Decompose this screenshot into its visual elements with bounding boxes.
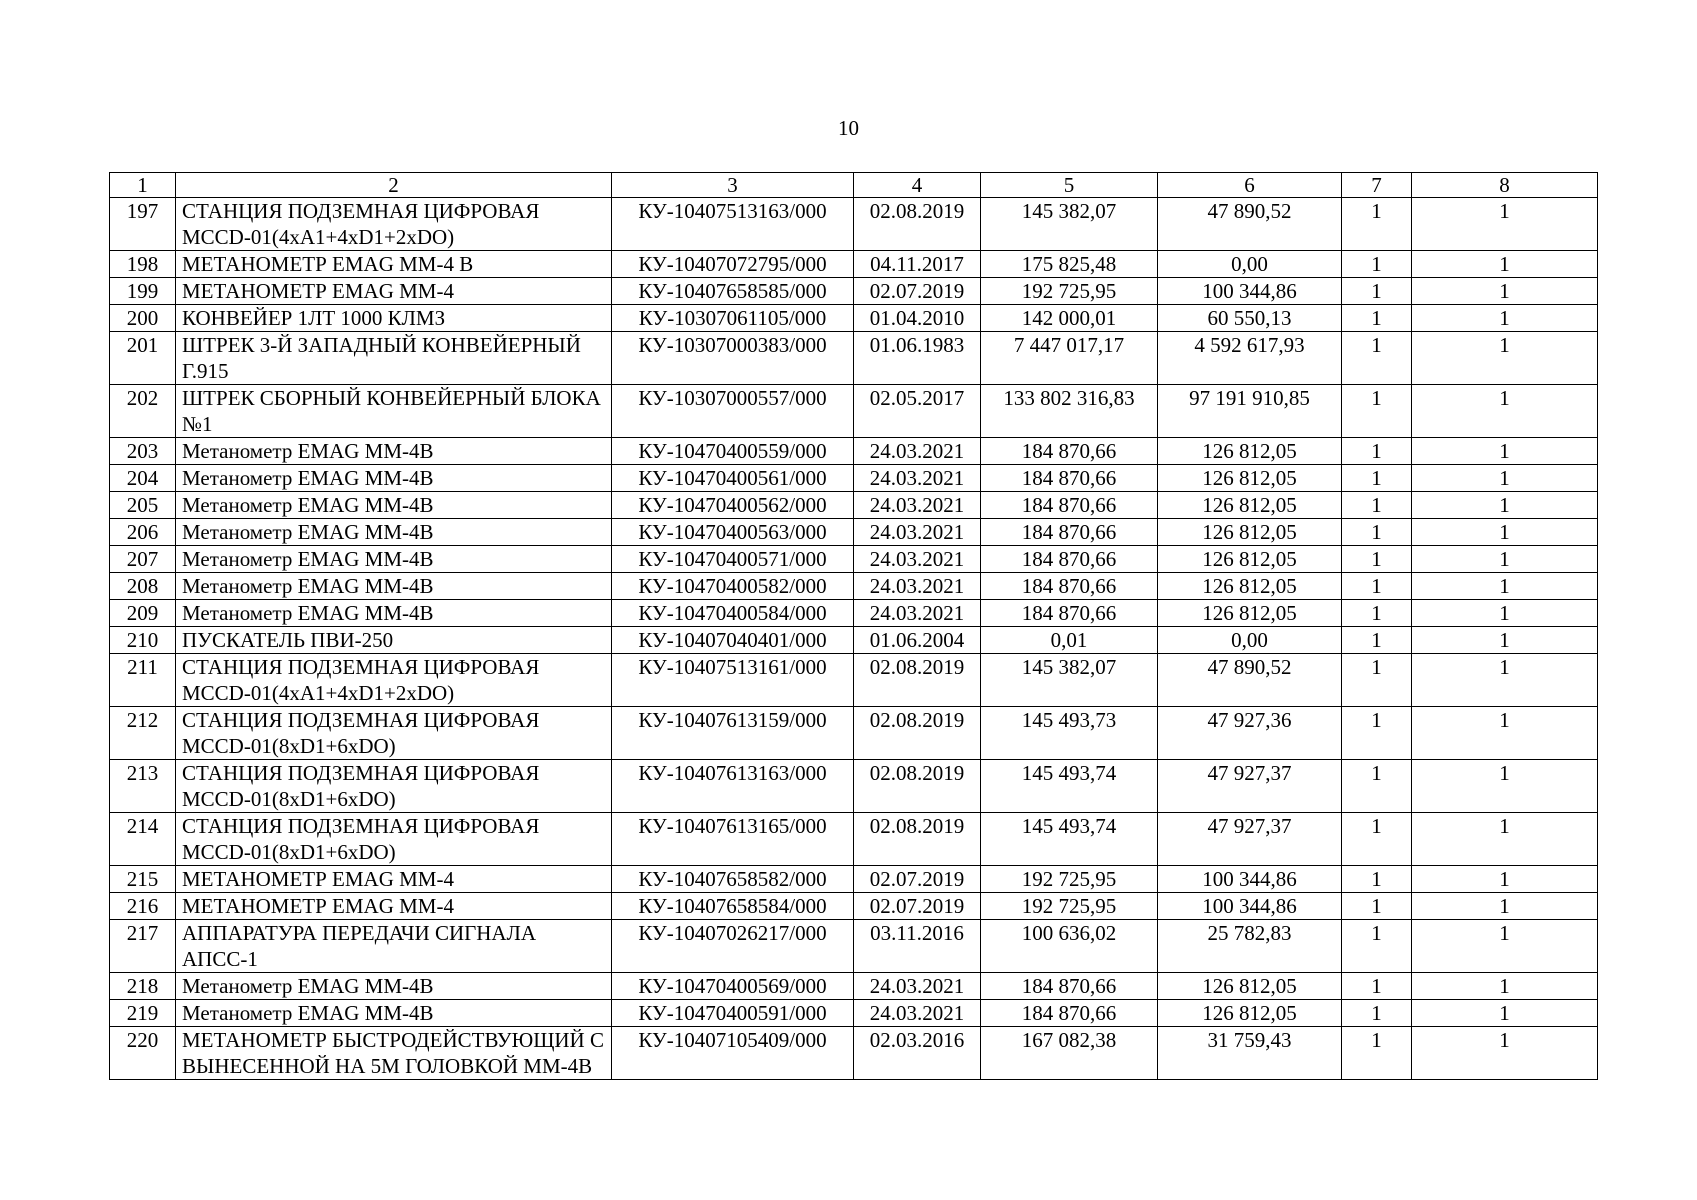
- quantity-cell-2: 1: [1412, 278, 1598, 305]
- row-number-cell: 220: [110, 1027, 176, 1080]
- inventory-number-cell: КУ-10407658585/000: [612, 278, 854, 305]
- table-row: [110, 546, 1598, 573]
- date-cell: 02.08.2019: [854, 707, 981, 760]
- inventory-number-cell: КУ-10407658584/000: [612, 893, 854, 920]
- residual-value-cell: 4 592 617,93: [1158, 332, 1342, 385]
- inventory-number-cell: КУ-10470400559/000: [612, 438, 854, 465]
- residual-value-cell: 60 550,13: [1158, 305, 1342, 332]
- table-row: [110, 707, 1598, 760]
- residual-value-cell: 126 812,05: [1158, 573, 1342, 600]
- quantity-cell: 1: [1342, 893, 1412, 920]
- quantity-cell: 1: [1342, 813, 1412, 866]
- quantity-cell: 1: [1342, 1000, 1412, 1027]
- inventory-number-cell: КУ-10307000557/000: [612, 385, 854, 438]
- inventory-number-cell: КУ-10470400582/000: [612, 573, 854, 600]
- table-row: [110, 1027, 1598, 1080]
- item-name-cell: МЕТАНОМЕТР EMAG MM-4: [176, 278, 612, 305]
- inventory-number-cell: КУ-10407613165/000: [612, 813, 854, 866]
- inventory-number-cell: КУ-10307000383/000: [612, 332, 854, 385]
- inventory-number-cell: КУ-10307061105/000: [612, 305, 854, 332]
- table-row: [110, 385, 1598, 438]
- row-number-cell: 212: [110, 707, 176, 760]
- initial-cost-cell: 184 870,66: [981, 465, 1158, 492]
- initial-cost-cell: 175 825,48: [981, 251, 1158, 278]
- quantity-cell-2: 1: [1412, 627, 1598, 654]
- row-number-cell: 208: [110, 573, 176, 600]
- quantity-cell-2: 1: [1412, 492, 1598, 519]
- item-name-cell: Метанометр EMAG MM-4B: [176, 573, 612, 600]
- date-cell: 24.03.2021: [854, 600, 981, 627]
- inventory-number-cell: КУ-10470400571/000: [612, 546, 854, 573]
- date-cell: 24.03.2021: [854, 465, 981, 492]
- page-number: 10: [838, 116, 859, 140]
- inventory-number-cell: КУ-10470400584/000: [612, 600, 854, 627]
- quantity-cell: 1: [1342, 305, 1412, 332]
- residual-value-cell: 126 812,05: [1158, 1000, 1342, 1027]
- quantity-cell: 1: [1342, 492, 1412, 519]
- row-number-cell: 203: [110, 438, 176, 465]
- quantity-cell-2: 1: [1412, 707, 1598, 760]
- initial-cost-cell: 145 382,07: [981, 654, 1158, 707]
- quantity-cell-2: 1: [1412, 251, 1598, 278]
- item-name-cell: МЕТАНОМЕТР EMAG MM-4: [176, 893, 612, 920]
- initial-cost-cell: 145 493,74: [981, 813, 1158, 866]
- table-row: [110, 627, 1598, 654]
- inventory-number-cell: КУ-10407026217/000: [612, 920, 854, 973]
- row-number-cell: 207: [110, 546, 176, 573]
- quantity-cell-2: 1: [1412, 866, 1598, 893]
- quantity-cell: 1: [1342, 1027, 1412, 1080]
- row-number-cell: 197: [110, 198, 176, 251]
- item-name-cell: Метанометр EMAG MM-4B: [176, 1000, 612, 1027]
- initial-cost-cell: 184 870,66: [981, 973, 1158, 1000]
- row-number-cell: 213: [110, 760, 176, 813]
- row-number-cell: 216: [110, 893, 176, 920]
- quantity-cell-2: 1: [1412, 546, 1598, 573]
- table-row: [110, 600, 1598, 627]
- residual-value-cell: 126 812,05: [1158, 492, 1342, 519]
- quantity-cell: 1: [1342, 654, 1412, 707]
- quantity-cell: 1: [1342, 707, 1412, 760]
- residual-value-cell: 126 812,05: [1158, 973, 1342, 1000]
- quantity-cell-2: 1: [1412, 920, 1598, 973]
- quantity-cell-2: 1: [1412, 385, 1598, 438]
- quantity-cell: 1: [1342, 465, 1412, 492]
- header-cell: 7: [1342, 173, 1412, 198]
- residual-value-cell: 47 927,36: [1158, 707, 1342, 760]
- inventory-number-cell: КУ-10407513163/000: [612, 198, 854, 251]
- residual-value-cell: 25 782,83: [1158, 920, 1342, 973]
- date-cell: 24.03.2021: [854, 492, 981, 519]
- residual-value-cell: 47 927,37: [1158, 813, 1342, 866]
- initial-cost-cell: 167 082,38: [981, 1027, 1158, 1080]
- item-name-cell: МЕТАНОМЕТР EMAG MM-4 B: [176, 251, 612, 278]
- quantity-cell: 1: [1342, 546, 1412, 573]
- date-cell: 02.05.2017: [854, 385, 981, 438]
- inventory-number-cell: КУ-10470400569/000: [612, 973, 854, 1000]
- initial-cost-cell: 192 725,95: [981, 278, 1158, 305]
- quantity-cell-2: 1: [1412, 305, 1598, 332]
- table-row: [110, 760, 1598, 813]
- date-cell: 24.03.2021: [854, 519, 981, 546]
- quantity-cell-2: 1: [1412, 760, 1598, 813]
- residual-value-cell: 0,00: [1158, 627, 1342, 654]
- table-row: [110, 920, 1598, 973]
- date-cell: 24.03.2021: [854, 973, 981, 1000]
- residual-value-cell: 126 812,05: [1158, 465, 1342, 492]
- table-row: [110, 492, 1598, 519]
- row-number-cell: 202: [110, 385, 176, 438]
- row-number-cell: 217: [110, 920, 176, 973]
- date-cell: 02.07.2019: [854, 866, 981, 893]
- inventory-number-cell: КУ-10407040401/000: [612, 627, 854, 654]
- table-row: [110, 1000, 1598, 1027]
- date-cell: 02.08.2019: [854, 760, 981, 813]
- residual-value-cell: 47 927,37: [1158, 760, 1342, 813]
- residual-value-cell: 0,00: [1158, 251, 1342, 278]
- item-name-cell: СТАНЦИЯ ПОДЗЕМНАЯ ЦИФРОВАЯ MCCD-01(4xA1+4xD1+2xDO): [176, 654, 612, 707]
- initial-cost-cell: 184 870,66: [981, 438, 1158, 465]
- inventory-number-cell: КУ-10407105409/000: [612, 1027, 854, 1080]
- date-cell: 24.03.2021: [854, 573, 981, 600]
- date-cell: 02.08.2019: [854, 654, 981, 707]
- inventory-number-cell: КУ-10470400561/000: [612, 465, 854, 492]
- inventory-number-cell: КУ-10407513161/000: [612, 654, 854, 707]
- residual-value-cell: 126 812,05: [1158, 438, 1342, 465]
- quantity-cell: 1: [1342, 438, 1412, 465]
- table-row: [110, 813, 1598, 866]
- inventory-number-cell: КУ-10407613163/000: [612, 760, 854, 813]
- row-number-cell: 206: [110, 519, 176, 546]
- quantity-cell: 1: [1342, 278, 1412, 305]
- header-cell: 1: [110, 173, 176, 198]
- item-name-cell: Метанометр EMAG MM-4B: [176, 465, 612, 492]
- residual-value-cell: 47 890,52: [1158, 198, 1342, 251]
- table-row: [110, 332, 1598, 385]
- table-row: [110, 305, 1598, 332]
- row-number-cell: 210: [110, 627, 176, 654]
- residual-value-cell: 100 344,86: [1158, 893, 1342, 920]
- table-row: [110, 519, 1598, 546]
- date-cell: 02.08.2019: [854, 198, 981, 251]
- date-cell: 02.07.2019: [854, 278, 981, 305]
- quantity-cell-2: 1: [1412, 600, 1598, 627]
- table-row: [110, 573, 1598, 600]
- date-cell: 01.06.1983: [854, 332, 981, 385]
- table-row: [110, 438, 1598, 465]
- item-name-cell: АППАРАТУРА ПЕРЕДАЧИ СИГНАЛА АПСС-1: [176, 920, 612, 973]
- date-cell: 02.03.2016: [854, 1027, 981, 1080]
- header-cell: 4: [854, 173, 981, 198]
- header-row: [110, 173, 1598, 198]
- quantity-cell-2: 1: [1412, 1027, 1598, 1080]
- quantity-cell-2: 1: [1412, 332, 1598, 385]
- item-name-cell: СТАНЦИЯ ПОДЗЕМНАЯ ЦИФРОВАЯ MCCD-01(4xA1+4xD1+2xDO): [176, 198, 612, 251]
- header-cell: 6: [1158, 173, 1342, 198]
- header-cell: 5: [981, 173, 1158, 198]
- date-cell: 02.08.2019: [854, 813, 981, 866]
- initial-cost-cell: 184 870,66: [981, 1000, 1158, 1027]
- inventory-number-cell: КУ-10407613159/000: [612, 707, 854, 760]
- table-body: [110, 173, 1598, 1080]
- row-number-cell: 205: [110, 492, 176, 519]
- row-number-cell: 200: [110, 305, 176, 332]
- quantity-cell-2: 1: [1412, 813, 1598, 866]
- quantity-cell-2: 1: [1412, 654, 1598, 707]
- quantity-cell: 1: [1342, 760, 1412, 813]
- residual-value-cell: 126 812,05: [1158, 546, 1342, 573]
- initial-cost-cell: 100 636,02: [981, 920, 1158, 973]
- item-name-cell: МЕТАНОМЕТР БЫСТРОДЕЙСТВУЮЩИЙ С ВЫНЕСЕННОЙ НА 5М ГОЛОВКОЙ MM-4B: [176, 1027, 612, 1080]
- quantity-cell-2: 1: [1412, 198, 1598, 251]
- initial-cost-cell: 145 493,74: [981, 760, 1158, 813]
- table-row: [110, 251, 1598, 278]
- residual-value-cell: 126 812,05: [1158, 600, 1342, 627]
- date-cell: 02.07.2019: [854, 893, 981, 920]
- inventory-number-cell: КУ-10407072795/000: [612, 251, 854, 278]
- quantity-cell: 1: [1342, 627, 1412, 654]
- quantity-cell-2: 1: [1412, 1000, 1598, 1027]
- item-name-cell: ШТРЕК 3-Й ЗАПАДНЫЙ КОНВЕЙЕРНЫЙ Г.915: [176, 332, 612, 385]
- table-row: [110, 278, 1598, 305]
- quantity-cell: 1: [1342, 973, 1412, 1000]
- residual-value-cell: 31 759,43: [1158, 1027, 1342, 1080]
- date-cell: 24.03.2021: [854, 546, 981, 573]
- row-number-cell: 209: [110, 600, 176, 627]
- row-number-cell: 211: [110, 654, 176, 707]
- row-number-cell: 215: [110, 866, 176, 893]
- item-name-cell: Метанометр EMAG MM-4B: [176, 546, 612, 573]
- date-cell: 03.11.2016: [854, 920, 981, 973]
- initial-cost-cell: 145 493,73: [981, 707, 1158, 760]
- item-name-cell: Метанометр EMAG MM-4B: [176, 973, 612, 1000]
- inventory-number-cell: КУ-10470400591/000: [612, 1000, 854, 1027]
- initial-cost-cell: 0,01: [981, 627, 1158, 654]
- initial-cost-cell: 184 870,66: [981, 546, 1158, 573]
- residual-value-cell: 47 890,52: [1158, 654, 1342, 707]
- initial-cost-cell: 184 870,66: [981, 519, 1158, 546]
- quantity-cell-2: 1: [1412, 973, 1598, 1000]
- quantity-cell-2: 1: [1412, 465, 1598, 492]
- quantity-cell-2: 1: [1412, 438, 1598, 465]
- row-number-cell: 219: [110, 1000, 176, 1027]
- header-cell: 8: [1412, 173, 1598, 198]
- quantity-cell: 1: [1342, 866, 1412, 893]
- date-cell: 01.04.2010: [854, 305, 981, 332]
- quantity-cell: 1: [1342, 332, 1412, 385]
- residual-value-cell: 126 812,05: [1158, 519, 1342, 546]
- inventory-number-cell: КУ-10470400562/000: [612, 492, 854, 519]
- asset-table: [109, 172, 1598, 1080]
- row-number-cell: 204: [110, 465, 176, 492]
- item-name-cell: КОНВЕЙЕР 1ЛТ 1000 КЛМЗ: [176, 305, 612, 332]
- item-name-cell: СТАНЦИЯ ПОДЗЕМНАЯ ЦИФРОВАЯ MCCD-01(8xD1+6xDO): [176, 707, 612, 760]
- initial-cost-cell: 145 382,07: [981, 198, 1158, 251]
- table-row: [110, 465, 1598, 492]
- table-row: [110, 198, 1598, 251]
- row-number-cell: 198: [110, 251, 176, 278]
- item-name-cell: ШТРЕК СБОРНЫЙ КОНВЕЙЕРНЫЙ БЛОКА №1: [176, 385, 612, 438]
- quantity-cell: 1: [1342, 198, 1412, 251]
- residual-value-cell: 97 191 910,85: [1158, 385, 1342, 438]
- residual-value-cell: 100 344,86: [1158, 278, 1342, 305]
- quantity-cell-2: 1: [1412, 519, 1598, 546]
- row-number-cell: 218: [110, 973, 176, 1000]
- quantity-cell: 1: [1342, 251, 1412, 278]
- item-name-cell: ПУСКАТЕЛЬ ПВИ-250: [176, 627, 612, 654]
- table-row: [110, 893, 1598, 920]
- item-name-cell: Метанометр EMAG MM-4B: [176, 519, 612, 546]
- date-cell: 24.03.2021: [854, 1000, 981, 1027]
- initial-cost-cell: 133 802 316,83: [981, 385, 1158, 438]
- item-name-cell: МЕТАНОМЕТР EMAG MM-4: [176, 866, 612, 893]
- inventory-number-cell: КУ-10407658582/000: [612, 866, 854, 893]
- table-row: [110, 973, 1598, 1000]
- row-number-cell: 199: [110, 278, 176, 305]
- header-cell: 3: [612, 173, 854, 198]
- quantity-cell: 1: [1342, 600, 1412, 627]
- initial-cost-cell: 7 447 017,17: [981, 332, 1158, 385]
- quantity-cell: 1: [1342, 573, 1412, 600]
- date-cell: 04.11.2017: [854, 251, 981, 278]
- initial-cost-cell: 184 870,66: [981, 600, 1158, 627]
- row-number-cell: 201: [110, 332, 176, 385]
- quantity-cell: 1: [1342, 519, 1412, 546]
- item-name-cell: СТАНЦИЯ ПОДЗЕМНАЯ ЦИФРОВАЯ MCCD-01(8xD1+6xDO): [176, 760, 612, 813]
- initial-cost-cell: 142 000,01: [981, 305, 1158, 332]
- header-cell: 2: [176, 173, 612, 198]
- residual-value-cell: 100 344,86: [1158, 866, 1342, 893]
- quantity-cell: 1: [1342, 385, 1412, 438]
- quantity-cell-2: 1: [1412, 573, 1598, 600]
- item-name-cell: Метанометр EMAG MM-4B: [176, 492, 612, 519]
- initial-cost-cell: 192 725,95: [981, 893, 1158, 920]
- initial-cost-cell: 184 870,66: [981, 573, 1158, 600]
- date-cell: 01.06.2004: [854, 627, 981, 654]
- initial-cost-cell: 192 725,95: [981, 866, 1158, 893]
- inventory-number-cell: КУ-10470400563/000: [612, 519, 854, 546]
- row-number-cell: 214: [110, 813, 176, 866]
- item-name-cell: СТАНЦИЯ ПОДЗЕМНАЯ ЦИФРОВАЯ MCCD-01(8xD1+6xDO): [176, 813, 612, 866]
- quantity-cell: 1: [1342, 920, 1412, 973]
- table-row: [110, 866, 1598, 893]
- item-name-cell: Метанометр EMAG MM-4B: [176, 438, 612, 465]
- quantity-cell-2: 1: [1412, 893, 1598, 920]
- item-name-cell: Метанометр EMAG MM-4B: [176, 600, 612, 627]
- table-row: [110, 654, 1598, 707]
- date-cell: 24.03.2021: [854, 438, 981, 465]
- initial-cost-cell: 184 870,66: [981, 492, 1158, 519]
